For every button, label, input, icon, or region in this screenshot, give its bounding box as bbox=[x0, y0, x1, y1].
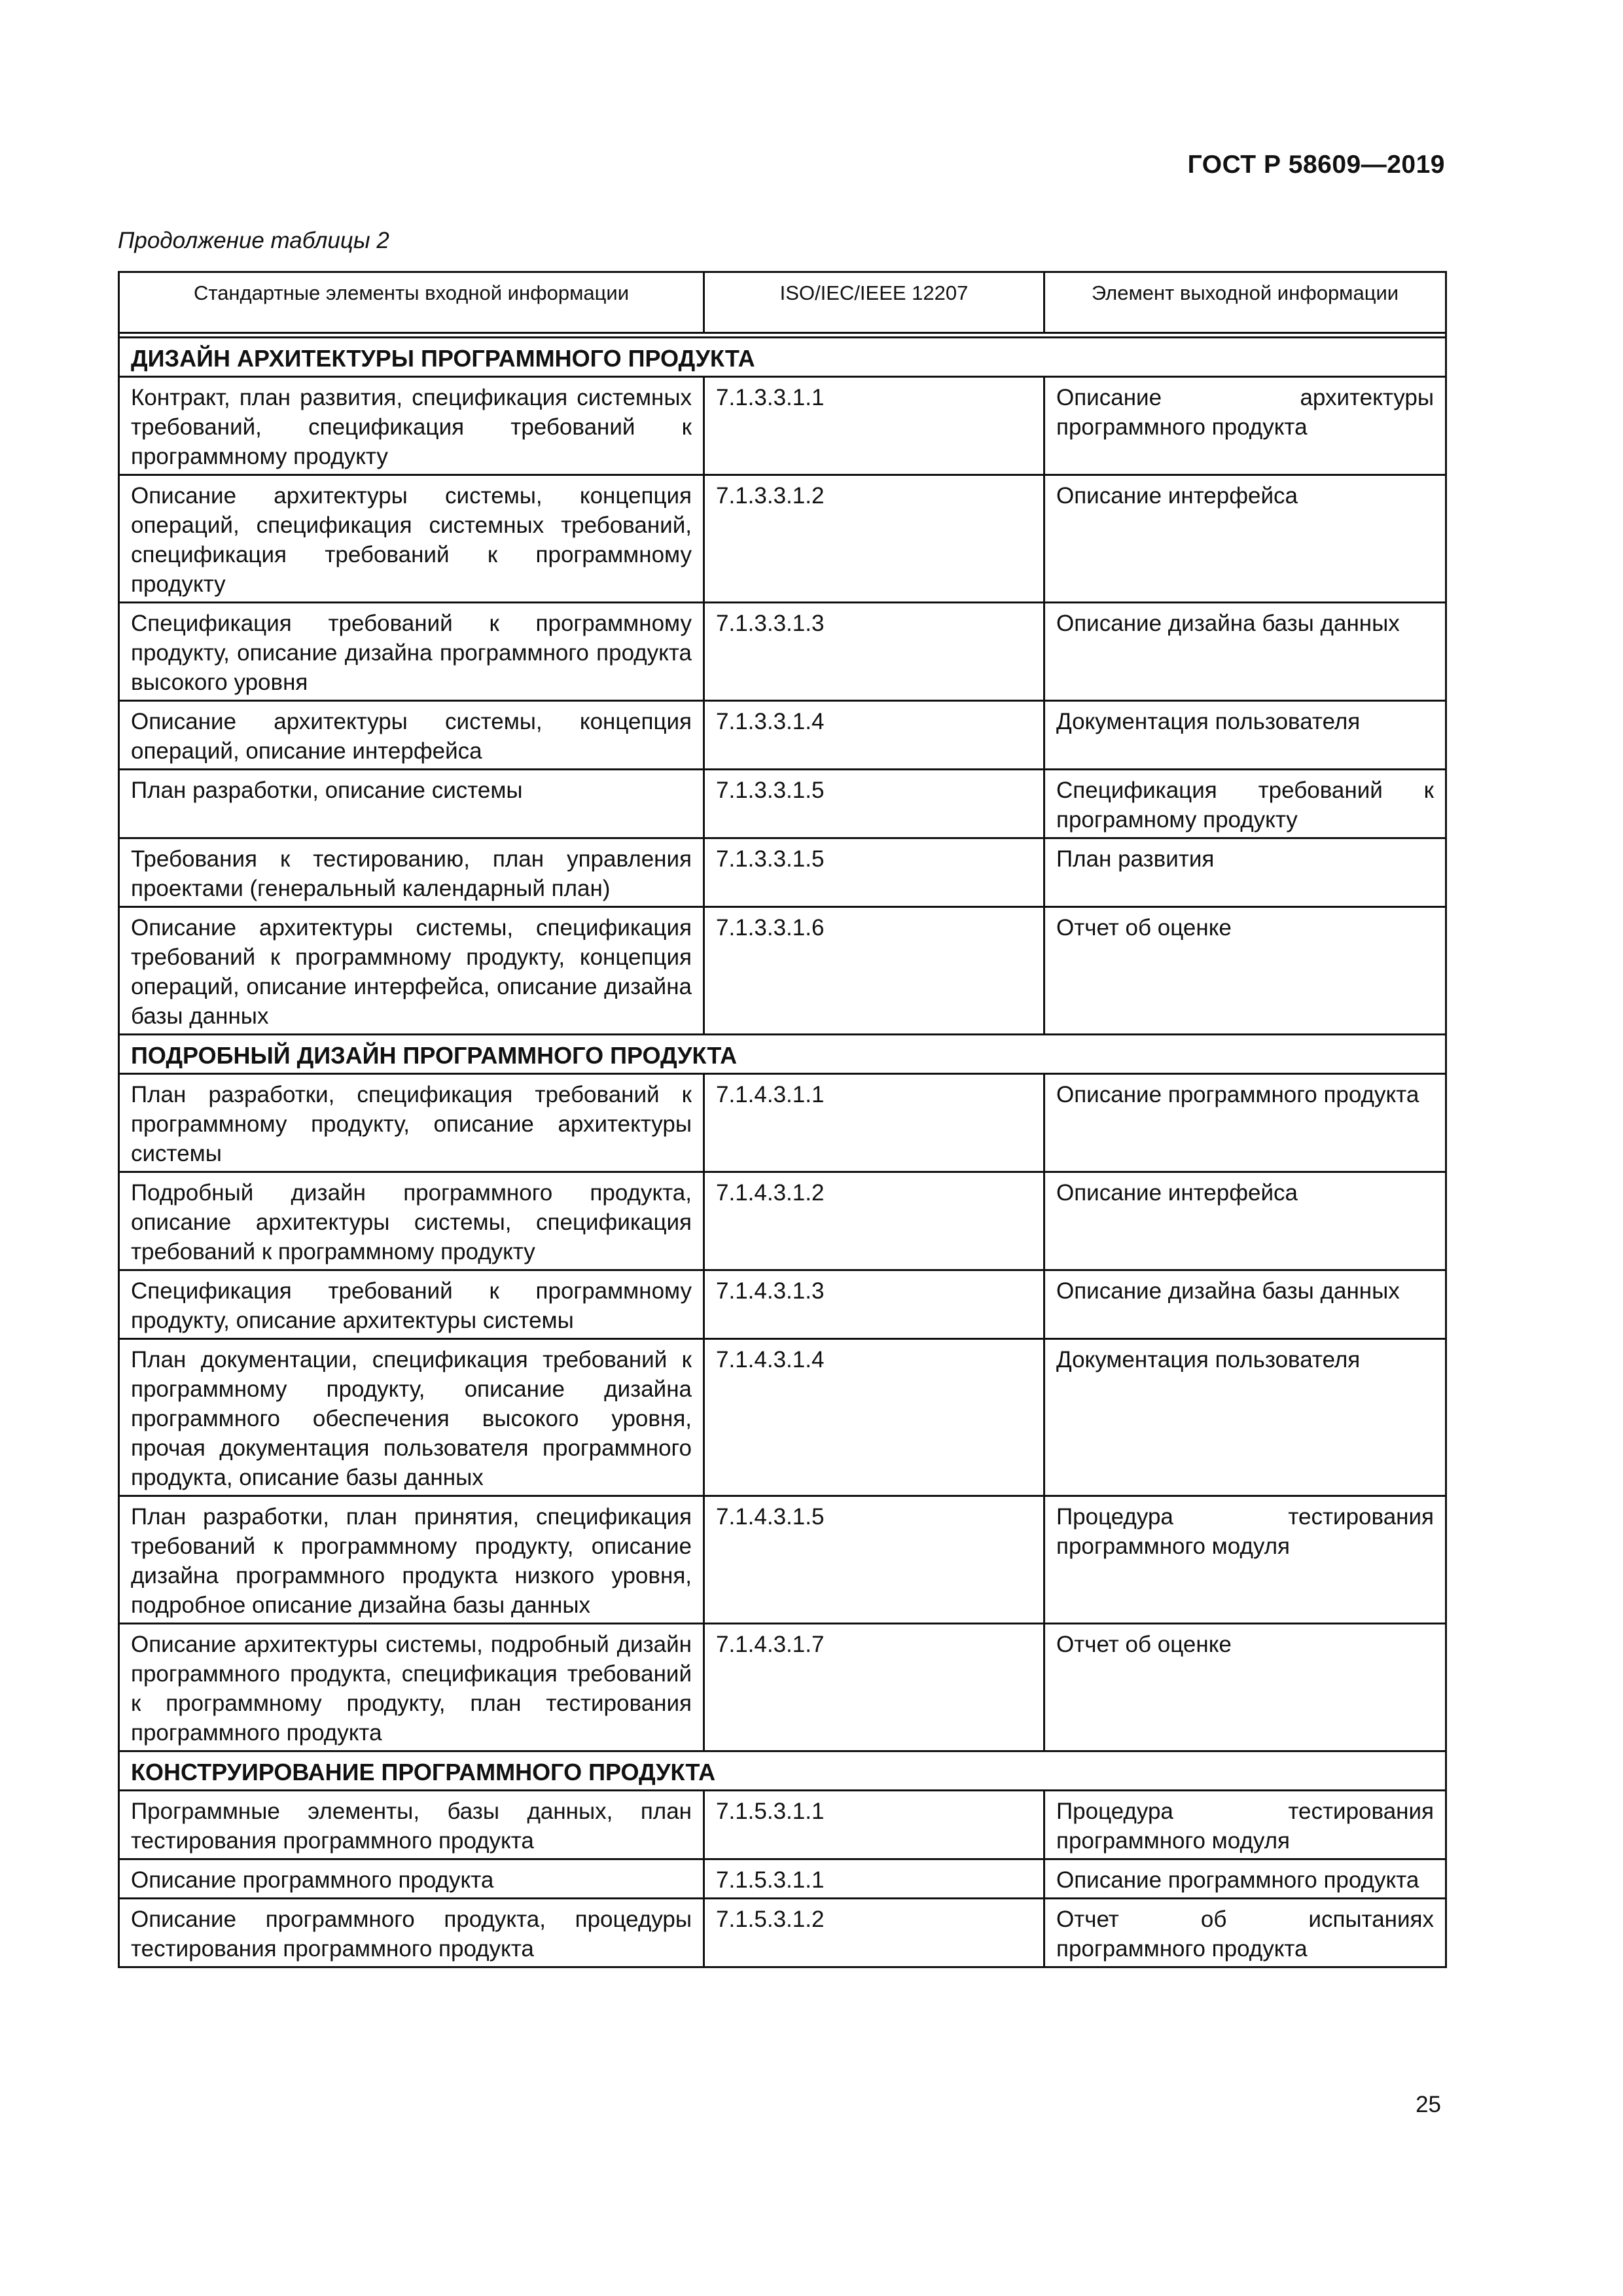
input-elements-cell: План документации, спецификация требований к программному продукту, описание дизайна программного обеспечения высокого уровня, прочая документация пользователя программного продукта, описание базы данных bbox=[119, 1339, 704, 1496]
section-title: ДИЗАЙН АРХИТЕКТУРЫ ПРОГРАММНОГО ПРОДУКТА bbox=[119, 338, 1446, 377]
section-row bbox=[119, 338, 1446, 377]
column-header-standard: ISO/IEC/IEEE 12207 bbox=[704, 272, 1044, 333]
output-element-cell: Описание архитектуры программного продукта bbox=[1044, 377, 1446, 475]
standard-ref-cell: 7.1.4.3.1.3 bbox=[704, 1270, 1044, 1339]
section-row bbox=[119, 1751, 1446, 1791]
table-header-row bbox=[119, 272, 1446, 333]
table-row bbox=[119, 1074, 1446, 1172]
standard-ref-cell: 7.1.4.3.1.5 bbox=[704, 1496, 1044, 1624]
input-elements-cell: Подробный дизайн программного продукта, описание архитектуры системы, спецификация требований к программному продукту bbox=[119, 1172, 704, 1270]
table-row bbox=[119, 475, 1446, 603]
table-row bbox=[119, 1270, 1446, 1339]
input-elements-cell: Программные элементы, базы данных, план тестирования программного продукта bbox=[119, 1791, 704, 1859]
section-row bbox=[119, 1035, 1446, 1074]
column-header-input: Стандартные элементы входной информации bbox=[119, 272, 704, 333]
standard-ref-cell: 7.1.3.3.1.4 bbox=[704, 701, 1044, 770]
section-title: ПОДРОБНЫЙ ДИЗАЙН ПРОГРАММНОГО ПРОДУКТА bbox=[119, 1035, 1446, 1074]
output-element-cell: Описание программного продукта bbox=[1044, 1859, 1446, 1899]
table-row bbox=[119, 1496, 1446, 1624]
standard-ref-cell: 7.1.3.3.1.1 bbox=[704, 377, 1044, 475]
standard-ref-cell: 7.1.5.3.1.1 bbox=[704, 1791, 1044, 1859]
output-element-cell: Отчет об испытаниях программного продукта bbox=[1044, 1899, 1446, 1967]
standard-ref-cell: 7.1.3.3.1.5 bbox=[704, 770, 1044, 838]
input-elements-cell: Описание архитектуры системы, подробный дизайн программного продукта, спецификация требований к программному продукту, план тестирования программного продукта bbox=[119, 1624, 704, 1751]
table-row bbox=[119, 377, 1446, 475]
table-row bbox=[119, 1172, 1446, 1270]
standard-ref-cell: 7.1.4.3.1.7 bbox=[704, 1624, 1044, 1751]
section-title: КОНСТРУИРОВАНИЕ ПРОГРАММНОГО ПРОДУКТА bbox=[119, 1751, 1446, 1791]
input-elements-cell: План разработки, план принятия, спецификация требований к программному продукту, описание дизайна программного продукта низкого уровня, подробное описание дизайна базы данных bbox=[119, 1496, 704, 1624]
table-caption: Продолжение таблицы 2 bbox=[118, 228, 389, 253]
input-elements-cell: Контракт, план развития, спецификация системных требований, спецификация требований к программному продукту bbox=[119, 377, 704, 475]
document-code: ГОСТ Р 58609—2019 bbox=[1187, 151, 1445, 179]
output-element-cell: План развития bbox=[1044, 838, 1446, 907]
input-elements-cell: Описание архитектуры системы, спецификация требований к программному продукту, концепция операций, описание интерфейса, описание дизайна базы данных bbox=[119, 907, 704, 1035]
table-row bbox=[119, 701, 1446, 770]
standard-ref-cell: 7.1.4.3.1.4 bbox=[704, 1339, 1044, 1496]
standard-ref-cell: 7.1.4.3.1.1 bbox=[704, 1074, 1044, 1172]
header-divider bbox=[119, 333, 1446, 338]
column-header-output: Элемент выходной информации bbox=[1044, 272, 1446, 333]
table-row bbox=[119, 1339, 1446, 1496]
table-row bbox=[119, 1791, 1446, 1859]
output-element-cell: Документация пользователя bbox=[1044, 701, 1446, 770]
page-number: 25 bbox=[1416, 2092, 1441, 2117]
output-element-cell: Процедура тестирования программного модуля bbox=[1044, 1496, 1446, 1624]
output-element-cell: Описание программного продукта bbox=[1044, 1074, 1446, 1172]
input-elements-cell: Спецификация требований к программному продукту, описание дизайна программного продукта высокого уровня bbox=[119, 603, 704, 701]
table-row bbox=[119, 1624, 1446, 1751]
output-element-cell: Описание интерфейса bbox=[1044, 475, 1446, 603]
table-row bbox=[119, 770, 1446, 838]
input-elements-cell: Спецификация требований к программному продукту, описание архитектуры системы bbox=[119, 1270, 704, 1339]
output-element-cell: Спецификация требований к програмному продукту bbox=[1044, 770, 1446, 838]
standard-ref-cell: 7.1.3.3.1.6 bbox=[704, 907, 1044, 1035]
input-elements-cell: Описание программного продукта, процедуры тестирования программного продукта bbox=[119, 1899, 704, 1967]
standard-ref-cell: 7.1.5.3.1.2 bbox=[704, 1899, 1044, 1967]
requirements-table bbox=[118, 271, 1447, 1968]
standard-ref-cell: 7.1.5.3.1.1 bbox=[704, 1859, 1044, 1899]
table-row bbox=[119, 603, 1446, 701]
output-element-cell: Документация пользователя bbox=[1044, 1339, 1446, 1496]
input-elements-cell: Описание архитектуры системы, концепция операций, описание интерфейса bbox=[119, 701, 704, 770]
input-elements-cell: План разработки, спецификация требований к программному продукту, описание архитектуры системы bbox=[119, 1074, 704, 1172]
output-element-cell: Отчет об оценке bbox=[1044, 1624, 1446, 1751]
table-row bbox=[119, 907, 1446, 1035]
standard-ref-cell: 7.1.3.3.1.5 bbox=[704, 838, 1044, 907]
input-elements-cell: План разработки, описание системы bbox=[119, 770, 704, 838]
input-elements-cell: Описание архитектуры системы, концепция операций, спецификация системных требований, спецификация требований к программному продукту bbox=[119, 475, 704, 603]
table-row bbox=[119, 1859, 1446, 1899]
output-element-cell: Описание интерфейса bbox=[1044, 1172, 1446, 1270]
table-body bbox=[119, 338, 1446, 1967]
standard-ref-cell: 7.1.3.3.1.3 bbox=[704, 603, 1044, 701]
table-row bbox=[119, 838, 1446, 907]
input-elements-cell: Требования к тестированию, план управления проектами (генеральный календарный план) bbox=[119, 838, 704, 907]
output-element-cell: Отчет об оценке bbox=[1044, 907, 1446, 1035]
output-element-cell: Процедура тестирования программного модуля bbox=[1044, 1791, 1446, 1859]
table-row bbox=[119, 1899, 1446, 1967]
output-element-cell: Описание дизайна базы данных bbox=[1044, 1270, 1446, 1339]
output-element-cell: Описание дизайна базы данных bbox=[1044, 603, 1446, 701]
standard-ref-cell: 7.1.4.3.1.2 bbox=[704, 1172, 1044, 1270]
standard-ref-cell: 7.1.3.3.1.2 bbox=[704, 475, 1044, 603]
input-elements-cell: Описание программного продукта bbox=[119, 1859, 704, 1899]
